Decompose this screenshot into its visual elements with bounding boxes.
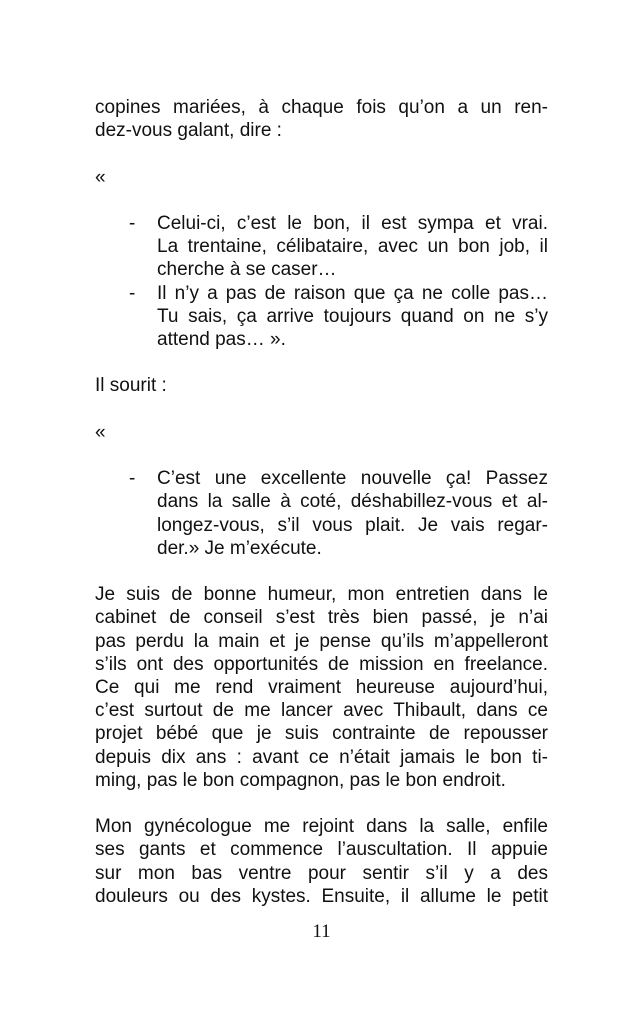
text-line: dans la salle à coté, déshabillez-vous et al-	[157, 491, 548, 513]
paragraph	[95, 583, 548, 792]
list-item	[95, 467, 548, 560]
text-line: cabinet de conseil s’est très bien passé, je n’ai	[95, 607, 548, 629]
text-line: dez-vous galant, dire :	[95, 120, 282, 142]
smile-line: Il sourit :	[95, 375, 167, 397]
text-line: sur mon bas ventre pour sentir s’il y a des	[95, 862, 548, 884]
list-item	[95, 212, 548, 282]
list-item	[95, 282, 548, 352]
text-line: der.» Je m’exécute.	[157, 537, 322, 559]
list-dash: -	[129, 468, 136, 490]
page-number: 11	[312, 921, 331, 942]
text-line: Mon gynécologue me rejoint dans la salle, enfile	[95, 816, 548, 838]
text-line: douleurs ou des kystes. Ensuite, il allume le petit	[95, 885, 548, 907]
intro-paragraph	[95, 96, 548, 142]
page-body	[95, 96, 548, 944]
text-line: C’est une excellente nouvelle ça! Passez	[157, 468, 548, 490]
text-line: copines mariées, à chaque fois qu’on a un ren-	[95, 97, 548, 118]
text-line: longez-vous, s’il vous plait. Je vais regar-	[157, 514, 548, 536]
text-line: Tu sais, ça arrive toujours quand on ne s’y	[157, 305, 548, 327]
text-line: attend pas… ».	[157, 329, 286, 350]
text-line: c’est surtout de me lancer avec Thibault, dans ce	[95, 700, 548, 722]
text-line: La trentaine, célibataire, avec un bon job, il	[157, 236, 548, 258]
text-line: pas perdu la main et je pense qu’ils m’appelleront	[95, 630, 548, 652]
text-line: Il n’y a pas de raison que ça ne colle pas…	[157, 282, 548, 304]
text-line: Je suis de bonne humeur, mon entretien dans le	[95, 584, 548, 606]
list-dash: -	[129, 212, 136, 234]
text-line: s’ils ont des opportunités de mission en freelance.	[95, 653, 548, 675]
list-dash: -	[129, 282, 136, 304]
text-line: Celui-ci, c’est le bon, il est sympa et vrai.	[157, 212, 548, 234]
open-quote: «	[95, 421, 106, 443]
paragraph	[95, 815, 548, 908]
open-quote: «	[95, 166, 106, 188]
text-line: Ce qui me rend vraiment heureuse aujourd’hui,	[95, 676, 548, 698]
text-line: projet bébé que je suis contrainte de repousser	[95, 723, 548, 745]
text-line: cherche à se caser…	[157, 259, 337, 281]
text-line: depuis dix ans : avant ce n’était jamais le bon ti-	[95, 746, 548, 768]
text-line: ming, pas le bon compagnon, pas le bon endroit.	[95, 769, 506, 791]
text-line: ses gants et commence l’auscultation. Il appuie	[95, 839, 548, 861]
